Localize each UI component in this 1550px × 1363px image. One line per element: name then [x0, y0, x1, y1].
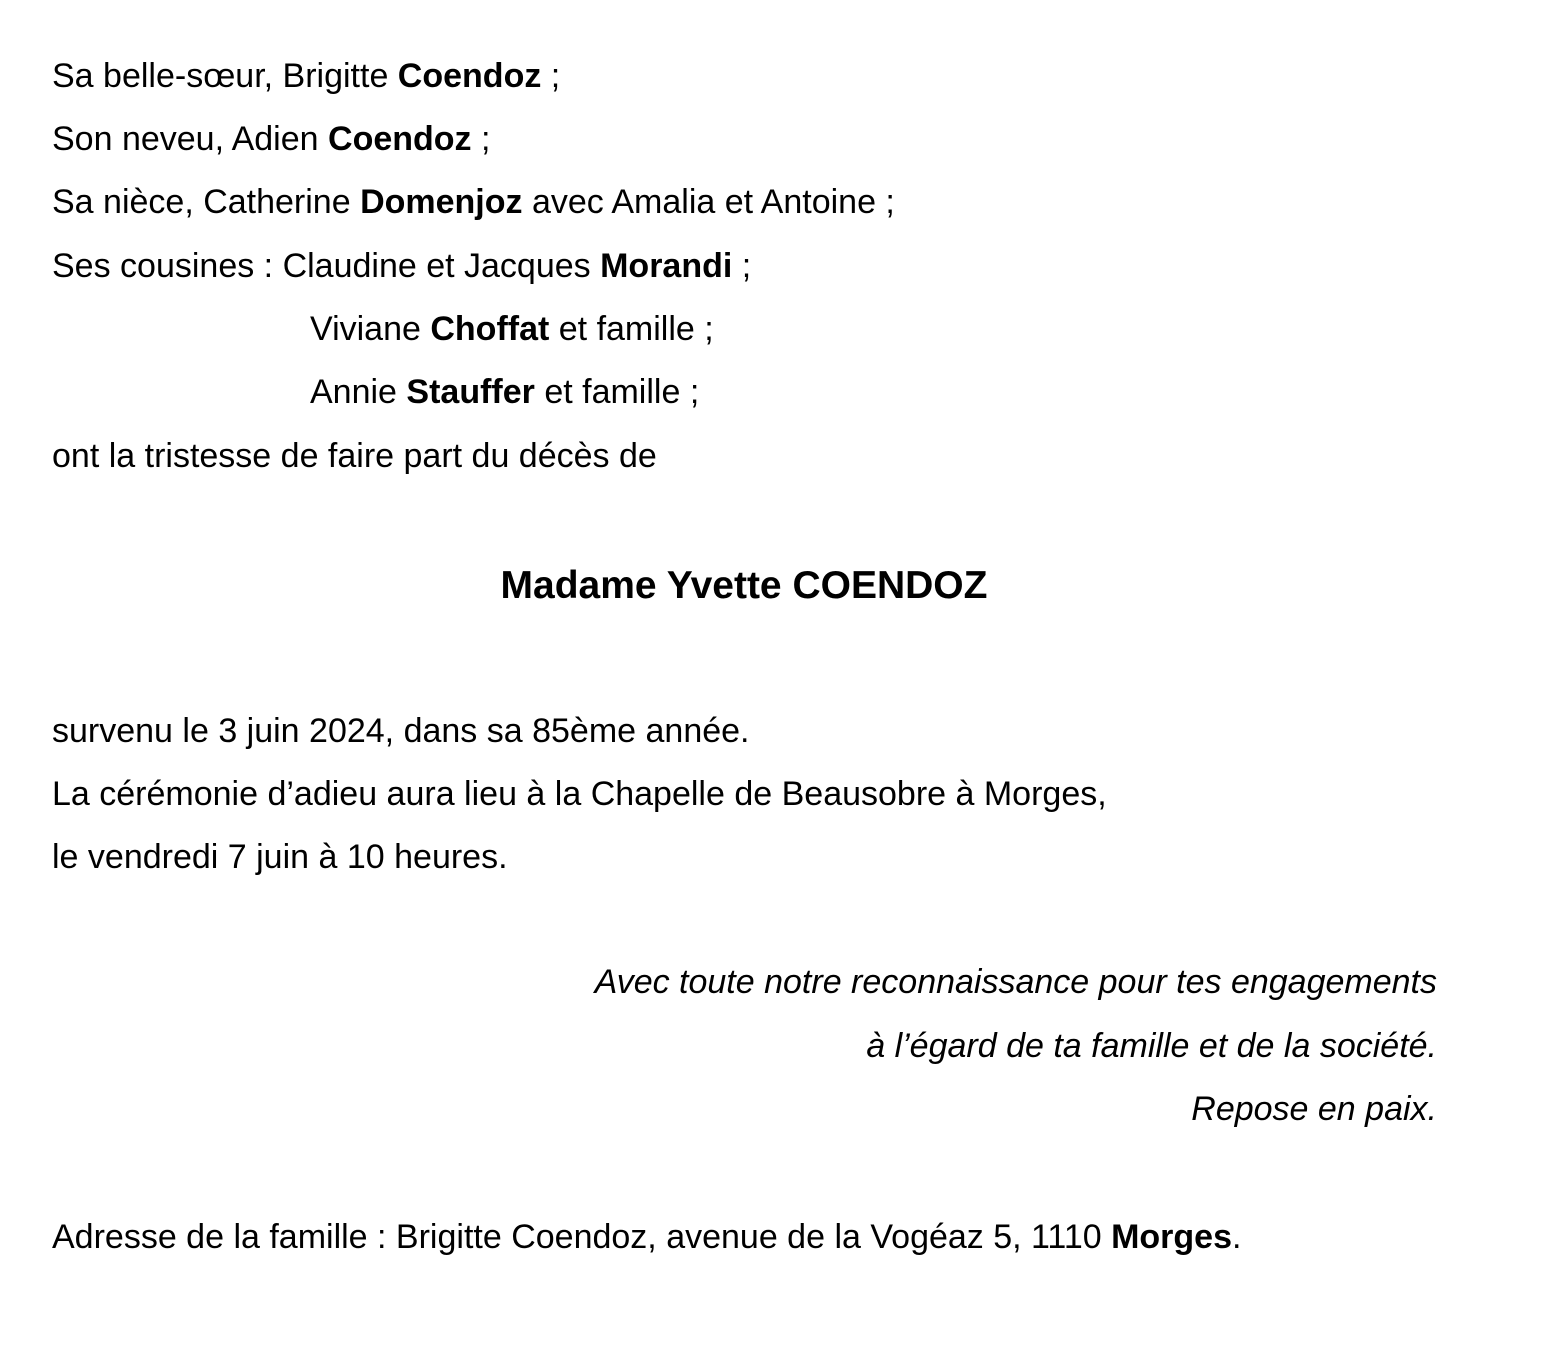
family-text: Viviane: [310, 310, 431, 348]
address-text: Adresse de la famille : Brigitte Coendoz, avenue de la Vogéaz 5, 1110: [52, 1218, 1112, 1256]
family-line-cousin-viviane: [310, 309, 714, 349]
family-surname: Morandi: [600, 247, 733, 285]
address-city: Morges: [1111, 1218, 1233, 1256]
family-surname: Choffat: [430, 310, 550, 348]
family-line-nephew: [52, 119, 490, 159]
deceased-name: Madame Yvette COENDOZ: [500, 564, 988, 607]
family-text: ;: [471, 120, 491, 158]
family-text: Son neveu, Adien: [52, 120, 329, 158]
family-surname: Coendoz: [397, 57, 542, 95]
family-line-sister-in-law: [52, 56, 560, 96]
tribute-line-1: Avec toute notre reconnaissance pour tes engagements: [594, 963, 1437, 1001]
family-address-line: [52, 1217, 1241, 1257]
family-line-cousins: [52, 246, 751, 286]
family-text: Sa nièce, Catherine: [52, 183, 361, 221]
family-text: ;: [732, 247, 752, 285]
details-ceremony-line: La cérémonie d’adieu aura lieu à la Chapelle de Beausobre à Morges,: [52, 775, 1107, 813]
family-surname: Domenjoz: [360, 183, 523, 221]
details-date-line: survenu le 3 juin 2024, dans sa 85ème année.: [52, 712, 750, 750]
tribute-line-2: à l’égard de ta famille et de la société.: [866, 1027, 1437, 1065]
family-text: avec Amalia et Antoine ;: [522, 183, 895, 221]
family-line-niece: [52, 182, 895, 222]
details-time-line: le vendredi 7 juin à 10 heures.: [52, 838, 508, 876]
family-line-cousin-annie: [310, 372, 699, 412]
family-text: Ses cousines : Claudine et Jacques: [52, 247, 601, 285]
family-surname: Coendoz: [328, 120, 472, 158]
family-text: ;: [541, 57, 561, 95]
family-text: et famille ;: [549, 310, 714, 348]
tribute-line-3: Repose en paix.: [1191, 1090, 1437, 1128]
family-surname: Stauffer: [406, 373, 535, 411]
family-text: Sa belle-sœur, Brigitte: [52, 57, 398, 95]
announcement-line: ont la tristesse de faire part du décès de: [52, 437, 657, 475]
family-text: Annie: [310, 373, 407, 411]
family-text: et famille ;: [534, 373, 700, 411]
address-text: .: [1232, 1218, 1242, 1256]
